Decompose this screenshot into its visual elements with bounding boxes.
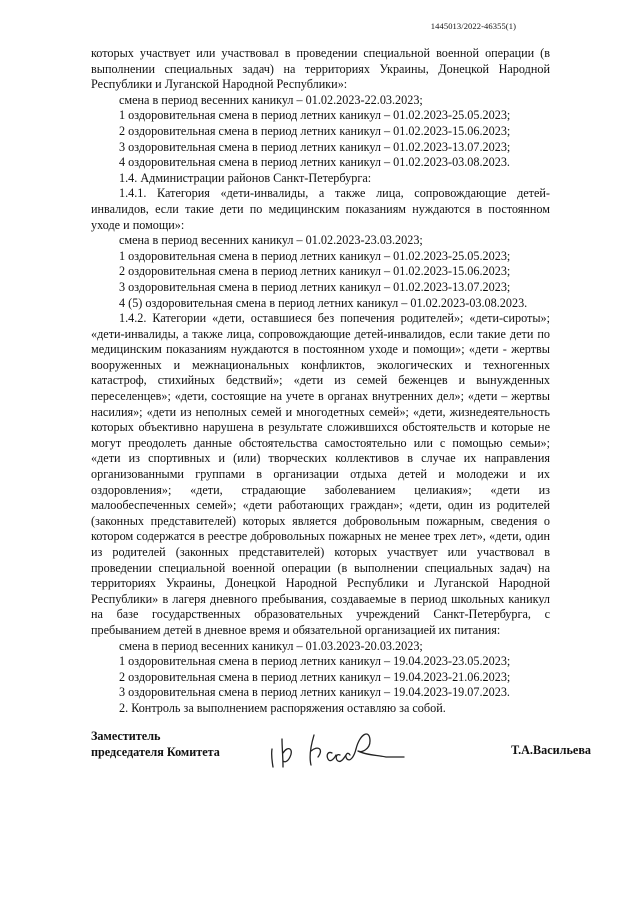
paragraph: 2 оздоровительная смена в период летних каникул – 01.02.2023-15.06.2023; — [119, 123, 511, 138]
signer-title — [91, 729, 220, 760]
paragraph: смена в период весенних каникул – 01.03.2023-20.03.2023; — [119, 638, 423, 653]
paragraph: 3 оздоровительная смена в период летних каникул – 19.04.2023-19.07.2023. — [119, 685, 510, 700]
signer-name: Т.А.Васильева — [511, 743, 591, 757]
paragraph: 2 оздоровительная смена в период летних каникул – 01.02.2023-15.06.2023; — [119, 264, 511, 279]
paragraph: 2. Контроль за выполнением распоряжения оставляю за собой. — [119, 700, 446, 715]
paragraph: 1 оздоровительная смена в период летних каникул – 01.02.2023-25.05.2023; — [119, 248, 511, 263]
paragraph: 3 оздоровительная смена в период летних каникул – 01.02.2023-13.07.2023; — [119, 279, 511, 294]
paragraph: 2 оздоровительная смена в период летних каникул – 19.04.2023-21.06.2023; — [119, 669, 511, 684]
document-body — [91, 46, 550, 717]
paragraph: 4 оздоровительная смена в период летних каникул – 01.02.2023-03.08.2023. — [119, 155, 510, 170]
paragraph: смена в период весенних каникул – 01.02.2023-22.03.2023; — [119, 92, 423, 107]
paragraph: 4 (5) оздоровительная смена в период летних каникул – 01.02.2023-03.08.2023. — [119, 295, 528, 310]
signature-block — [91, 729, 591, 789]
paragraph: 1 оздоровительная смена в период летних каникул – 19.04.2023-23.05.2023; — [119, 654, 511, 669]
paragraph: 3 оздоровительная смена в период летних каникул – 01.02.2023-13.07.2023; — [119, 139, 511, 154]
paragraph: 1.4.2. Категории «дети, оставшиеся без попечения родителей»; «дети-сироты»; «дети-инвалиды, а также лица, сопровождающие детей-инвалидов, если такие дети по медицинским показаниям нуждаются в постоянном уходе и помощи»; «дети - жертвы вооруженных и межнациональных конфликтов, экологических и техногенных катастроф, стихийных бедствий»; «дети из семей беженцев и вынужденных переселенцев»; «дети, состоящие на учете в органах внутренних дел»; «дети – жертвы насилия»; «дети из неполных семей и многодетных семей»; «дети, жизнедеятельность которых объективно нарушена в результате сложившихся обстоятельств и которые не могут преодолеть данные обстоятельства самостоятельно или с помощью семьи»; «дети из спортивных и (или) творческих коллективов в случае их направления организованными группами в организации отдыха детей и молодежи и их оздоровления»; «дети, страдающие заболеванием целиакия»; «дети из малообеспеченных семей»; «дети работающих граждан»; «дети, один из родителей (законных представителей) которых является добровольным пожарным, сведения о котором содержатся в реестре добровольных пожарных не менее трех лет», «дети, один из родителей (законных представителей) которых участвует или участвовал в проведении специальной военной операции (в выполнении специальных задач) на территориях Украины, Донецкой Народной Республики и Луганской Народной Республики» в лагеря дневного пребывания, создаваемые в период школьных каникул на базе государственных образовательных учреждений Санкт-Петербурга, с пребыванием детей в дневное время и обязательной организацией их питания: — [91, 311, 550, 637]
document-number: 1445013/2022-46355(1) — [430, 21, 516, 31]
signer-title-line2: председателя Комитета — [91, 744, 220, 759]
handwritten-signature — [266, 715, 466, 775]
paragraph: которых участвует или участвовал в проведении специальной военной операции (в выполнении специальных задач) на территориях Украины, Донецкой Народной Республики и Луганской Народной Республики»: — [91, 46, 550, 92]
paragraph: 1.4.1. Категория «дети-инвалиды, а также лица, сопровождающие детей-инвалидов, если такие дети по медицинским показаниям нуждаются в постоянном уходе и помощи»: — [91, 186, 550, 232]
section-heading: 1.4. Администрации районов Санкт-Петербурга: — [119, 170, 372, 185]
signer-title-line1: Заместитель — [91, 729, 161, 743]
paragraph: смена в период весенних каникул – 01.02.2023-23.03.2023; — [119, 233, 423, 248]
paragraph: 1 оздоровительная смена в период летних каникул – 01.02.2023-25.05.2023; — [119, 108, 511, 123]
